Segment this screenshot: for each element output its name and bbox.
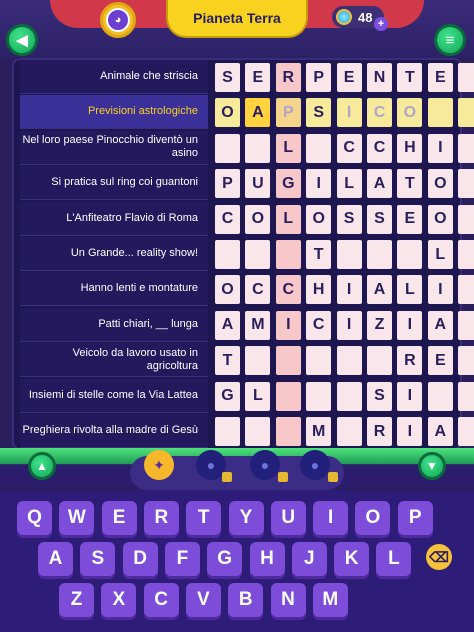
grid-cell[interactable]: E — [337, 63, 362, 92]
grid-cell[interactable]: E — [428, 63, 453, 92]
grid-cell[interactable] — [306, 134, 331, 163]
grid-cell[interactable]: I — [428, 275, 453, 304]
key-v[interactable]: V — [186, 583, 221, 617]
grid-cell[interactable]: I — [306, 169, 331, 198]
grid-cell[interactable] — [458, 134, 474, 163]
menu-icon: ≡ — [445, 31, 455, 49]
grid-cell[interactable]: C — [367, 134, 392, 163]
grid-cell[interactable]: A — [367, 275, 392, 304]
grid-cell[interactable]: L — [397, 275, 422, 304]
grid-cell[interactable]: Z — [367, 311, 392, 340]
grid-cell[interactable] — [458, 382, 474, 411]
clue-text: L'Anfiteatro Flavio di Roma — [66, 211, 198, 224]
grid-cell[interactable]: I — [337, 311, 362, 340]
grid-cell[interactable] — [337, 382, 362, 411]
grid-cell[interactable]: M — [245, 311, 270, 340]
powerup-locked-2[interactable] — [250, 450, 280, 480]
grid-cell[interactable] — [337, 346, 362, 375]
grid-cell[interactable] — [458, 63, 474, 92]
planet-icon: ● — [206, 457, 216, 473]
clue-text: Patti chiari, __ lunga — [98, 317, 198, 330]
key-t[interactable]: T — [186, 501, 221, 535]
grid-cell[interactable]: A — [428, 417, 453, 446]
grid-cell[interactable]: E — [245, 63, 270, 92]
clue-text: Si pratica sul ring coi guantoni — [51, 176, 198, 189]
clue-text: Animale che striscia — [100, 70, 198, 82]
grid-cell[interactable] — [458, 417, 474, 446]
planet-icon: ● — [260, 457, 270, 473]
grid-cell[interactable]: S — [306, 98, 331, 127]
clue-text: Insiemi di stelle come la Via Lattea — [28, 388, 198, 401]
menu-button[interactable] — [434, 24, 466, 56]
powerup-hint-button[interactable] — [144, 450, 174, 480]
key-f[interactable]: F — [165, 542, 200, 576]
grid-cell[interactable]: A — [428, 311, 453, 340]
grid-cell[interactable] — [458, 240, 474, 269]
key-q[interactable]: Q — [17, 501, 52, 535]
grid-cell[interactable]: O — [215, 98, 240, 127]
back-button[interactable] — [6, 24, 38, 56]
grid-cell[interactable]: M — [306, 417, 331, 446]
lock-icon — [328, 472, 338, 482]
page-title: Pianeta Terra — [166, 0, 308, 38]
clue-5[interactable] — [20, 237, 208, 271]
key-r[interactable]: R — [144, 501, 179, 535]
grid-cell[interactable]: C — [276, 275, 301, 304]
grid-cell[interactable]: T — [215, 346, 240, 375]
arrow-up-icon: ▲ — [36, 459, 48, 473]
grid-cell[interactable] — [306, 382, 331, 411]
backspace-key[interactable] — [426, 544, 452, 570]
grid-cell[interactable]: A — [245, 98, 270, 127]
clue-9[interactable] — [20, 379, 208, 413]
clue-2[interactable] — [20, 131, 208, 165]
lock-icon — [278, 472, 288, 482]
arrow-down-icon: ▼ — [426, 459, 438, 473]
grid-cell[interactable]: C — [367, 98, 392, 127]
grid-cell[interactable] — [428, 98, 453, 127]
clue-text: Nel loro paese Pinocchio diventò un asino — [22, 134, 198, 160]
grid-cell[interactable]: T — [306, 240, 331, 269]
grid-cell[interactable] — [428, 382, 453, 411]
grid-cell[interactable]: A — [215, 311, 240, 340]
grid-cell[interactable]: U — [245, 169, 270, 198]
key-p[interactable]: P — [398, 501, 433, 535]
grid-cell[interactable] — [245, 240, 270, 269]
key-j[interactable]: J — [292, 542, 327, 576]
grid-cell[interactable]: E — [397, 205, 422, 234]
key-y[interactable]: Y — [229, 501, 264, 535]
grid-cell[interactable] — [458, 169, 474, 198]
clue-4[interactable] — [20, 202, 208, 236]
key-m[interactable]: M — [313, 583, 348, 617]
grid-cell[interactable]: I — [276, 311, 301, 340]
grid-cell[interactable] — [337, 240, 362, 269]
key-c[interactable]: C — [144, 583, 179, 617]
grid-cell[interactable] — [245, 346, 270, 375]
grid-cell[interactable]: E — [428, 346, 453, 375]
clue-text: Hanno lenti e montature — [80, 282, 198, 295]
backspace-icon: ⌫ — [429, 548, 449, 565]
clue-6[interactable] — [20, 272, 208, 306]
key-x[interactable]: X — [101, 583, 136, 617]
grid-cell[interactable]: O — [306, 205, 331, 234]
grid-cell[interactable]: C — [306, 311, 331, 340]
grid-cell[interactable]: G — [215, 382, 240, 411]
clue-text: Veicolo da lavoro usato in agricoltura — [72, 346, 198, 372]
grid-cell[interactable]: L — [276, 205, 301, 234]
key-u[interactable]: U — [271, 501, 306, 535]
grid-cell[interactable]: I — [397, 311, 422, 340]
key-a[interactable]: A — [38, 542, 73, 576]
lock-icon — [222, 472, 232, 482]
grid-cell[interactable]: C — [215, 205, 240, 234]
grid-cell[interactable] — [458, 275, 474, 304]
key-l[interactable]: L — [376, 542, 411, 576]
clue-text: Previsioni astrologiche — [87, 105, 198, 118]
clue-3[interactable] — [20, 166, 208, 200]
key-k[interactable]: K — [334, 542, 369, 576]
grid-cell[interactable]: O — [428, 205, 453, 234]
grid-cell[interactable]: I — [397, 382, 422, 411]
grid-cell[interactable] — [276, 417, 301, 446]
grid-cell[interactable]: T — [397, 63, 422, 92]
grid-cell[interactable]: A — [367, 169, 392, 198]
grid-cell[interactable]: G — [276, 169, 301, 198]
grid-cell[interactable] — [337, 417, 362, 446]
grid-cell[interactable] — [458, 346, 474, 375]
grid-cell[interactable] — [458, 98, 474, 127]
key-i[interactable]: I — [313, 501, 348, 535]
grid-cell[interactable] — [215, 240, 240, 269]
powerup-locked-3[interactable] — [300, 450, 330, 480]
grid-cell[interactable]: P — [306, 63, 331, 92]
back-icon: ◀ — [16, 32, 28, 49]
grid-cell[interactable] — [458, 311, 474, 340]
key-b[interactable]: B — [228, 583, 263, 617]
spark-icon: ✦ — [153, 456, 165, 473]
grid-cell[interactable] — [215, 417, 240, 446]
grid-cell[interactable]: C — [337, 134, 362, 163]
grid-cell[interactable]: I — [397, 417, 422, 446]
grid-cell[interactable]: S — [367, 382, 392, 411]
grid-cell[interactable] — [367, 346, 392, 375]
grid-cell[interactable] — [306, 346, 331, 375]
grid-cell[interactable]: O — [397, 98, 422, 127]
grid-cell[interactable]: H — [306, 275, 331, 304]
grid-cell[interactable]: I — [337, 275, 362, 304]
key-s[interactable]: S — [80, 542, 115, 576]
grid-cell[interactable]: P — [215, 169, 240, 198]
avatar-face-icon: ◕ — [106, 8, 130, 32]
grid-cell[interactable]: L — [245, 382, 270, 411]
grid-cell[interactable]: R — [397, 346, 422, 375]
grid-cell[interactable]: L — [276, 134, 301, 163]
key-z[interactable]: Z — [59, 583, 94, 617]
grid-cell[interactable] — [215, 134, 240, 163]
clue-1[interactable] — [20, 95, 208, 129]
key-d[interactable]: D — [123, 542, 158, 576]
clue-8[interactable] — [20, 343, 208, 377]
key-e[interactable]: E — [102, 501, 137, 535]
key-g[interactable]: G — [207, 542, 242, 576]
grid-cell[interactable] — [245, 417, 270, 446]
grid-cell[interactable]: N — [367, 63, 392, 92]
grid-cell[interactable] — [397, 240, 422, 269]
grid-cell[interactable]: R — [367, 417, 392, 446]
grid-cell[interactable] — [367, 240, 392, 269]
scroll-down-button[interactable] — [418, 452, 446, 480]
grid-cell[interactable] — [276, 346, 301, 375]
key-w[interactable]: W — [59, 501, 94, 535]
grid-cell[interactable]: O — [215, 275, 240, 304]
key-h[interactable]: H — [250, 542, 285, 576]
grid-cell[interactable] — [276, 382, 301, 411]
add-coins-button[interactable]: + — [374, 17, 388, 31]
grid-cell[interactable] — [458, 205, 474, 234]
grid-cell[interactable]: C — [245, 275, 270, 304]
coin-icon — [336, 9, 352, 25]
grid-cell[interactable]: R — [276, 63, 301, 92]
grid-cell[interactable] — [245, 134, 270, 163]
planet-icon: ● — [310, 457, 320, 473]
clue-10[interactable] — [20, 414, 208, 448]
grid-cell[interactable]: T — [397, 169, 422, 198]
grid-cell[interactable]: I — [428, 134, 453, 163]
scroll-up-button[interactable] — [28, 452, 56, 480]
grid-cell[interactable]: I — [337, 98, 362, 127]
clue-0[interactable] — [20, 60, 208, 94]
coin-count: 48 — [358, 9, 373, 25]
avatar[interactable] — [100, 2, 136, 38]
key-o[interactable]: O — [355, 501, 390, 535]
grid-cell[interactable]: S — [337, 205, 362, 234]
grid-cell[interactable]: O — [428, 169, 453, 198]
clue-7[interactable] — [20, 308, 208, 342]
grid-cell[interactable]: L — [428, 240, 453, 269]
grid-cell[interactable]: S — [367, 205, 392, 234]
clue-text: Un Grande... reality show! — [70, 247, 198, 259]
key-n[interactable]: N — [271, 583, 306, 617]
grid-cell[interactable]: H — [397, 134, 422, 163]
clue-text: Preghiera rivolta alla madre di Gesù — [22, 424, 198, 436]
grid-cell[interactable]: L — [337, 169, 362, 198]
grid-cell[interactable]: P — [276, 98, 301, 127]
grid-cell[interactable] — [276, 240, 301, 269]
grid-cell[interactable]: S — [215, 63, 240, 92]
grid-cell[interactable]: O — [245, 205, 270, 234]
